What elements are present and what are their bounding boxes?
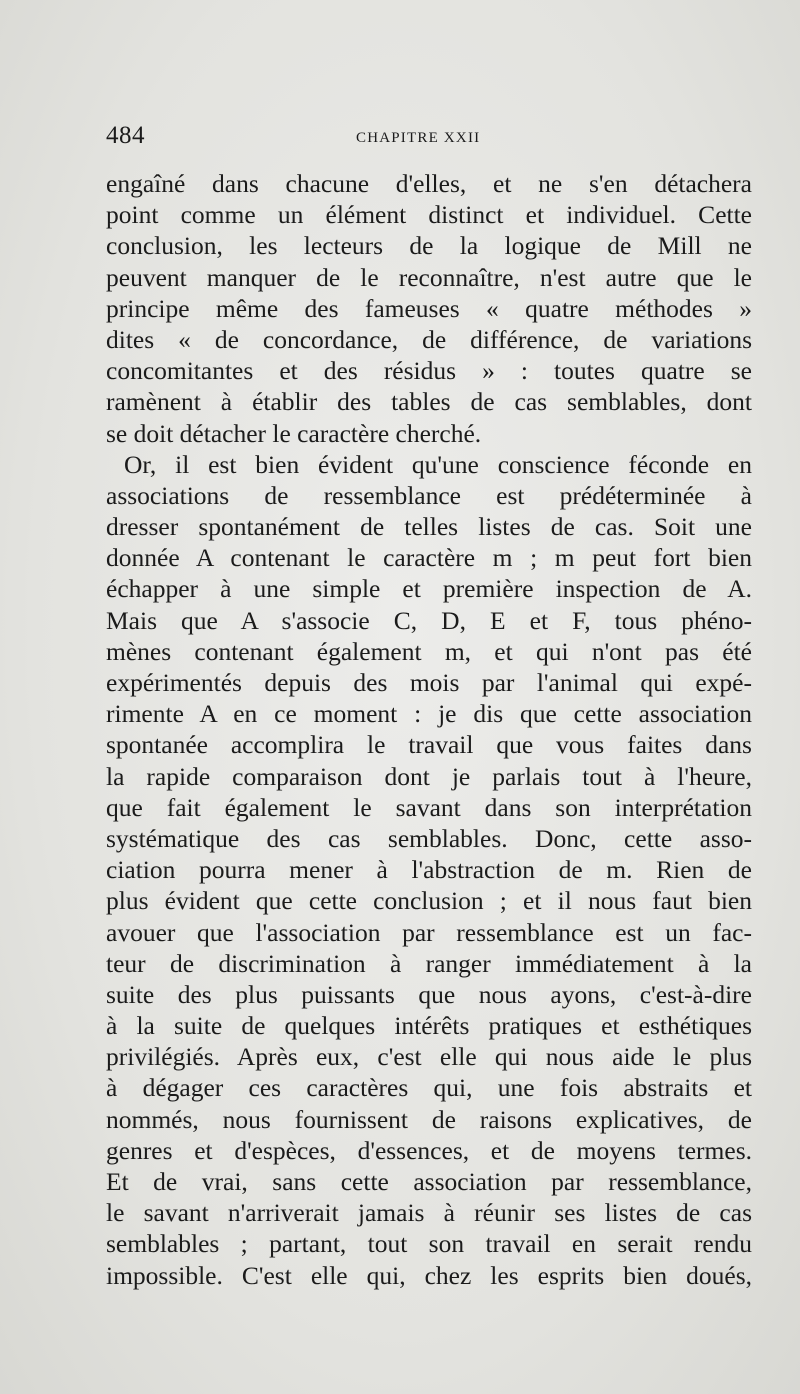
text-line: la rapide comparaison dont je parlais tout à l'heure, <box>106 761 752 791</box>
text-line: à la suite de quelques intérêts pratiques et esthétiques <box>106 1011 752 1041</box>
text-line: plus évident que cette conclusion ; et il nous faut bien <box>106 886 752 916</box>
text-line: point comme un élément distinct et individuel. Cette <box>106 200 752 230</box>
page-number: 484 <box>106 122 145 149</box>
text-line: que fait également le savant dans son interprétation <box>106 792 752 822</box>
text-line: ramènent à établir des tables de cas semblables, dont <box>106 387 752 417</box>
text-line: donnée A contenant le caractère m ; m peut fort bien <box>106 543 752 573</box>
text-line: Or, il est bien évident qu'une conscience féconde en <box>124 449 752 479</box>
text-line: suite des plus puissants que nous ayons, c'est-à-dire <box>106 979 752 1009</box>
text-line: principe même des fameuses « quatre méthodes » <box>106 293 752 323</box>
page-header <box>106 122 754 152</box>
text-line: peuvent manquer de le reconnaître, n'est autre que le <box>106 262 752 292</box>
text-line: genres et d'espèces, d'essences, et de moyens termes. <box>106 1135 752 1165</box>
text-line: dresser spontanément de telles listes de cas. Soit une <box>106 512 752 542</box>
text-line: associations de ressemblance est prédéterminée à <box>106 480 752 510</box>
text-line: systématique des cas semblables. Donc, cette asso- <box>106 823 752 853</box>
text-line: mènes contenant également m, et qui n'ont pas été <box>106 636 752 666</box>
text-line: privilégiés. Après eux, c'est elle qui nous aide le plus <box>106 1042 752 1072</box>
text-line: semblables ; partant, tout son travail en serait rendu <box>106 1229 752 1259</box>
text-line: expérimentés depuis des mois par l'animal qui expé- <box>106 668 752 697</box>
running-head: CHAPITRE XXII <box>356 130 481 146</box>
text-line: dites « de concordance, de différence, de variations <box>106 324 752 354</box>
text-line: le savant n'arriverait jamais à réunir ses listes de cas <box>106 1198 752 1228</box>
text-line: à dégager ces caractères qui, une fois abstraits et <box>106 1073 752 1103</box>
text-line: avouer que l'association par ressemblance est un fac- <box>106 917 752 947</box>
text-line: rimente A en ce moment : je dis que cette association <box>106 699 752 729</box>
body-text <box>106 168 752 1291</box>
text-line: impossible. C'est elle qui, chez les esprits bien doués, <box>106 1260 752 1290</box>
text-line: concomitantes et des résidus » : toutes quatre se <box>106 356 752 386</box>
text-line: Et de vrai, sans cette association par ressemblance, <box>106 1167 752 1196</box>
text-line: Mais que A s'associe C, D, E et F, tous phéno- <box>106 605 752 635</box>
text-line: ciation pourra mener à l'abstraction de m. Rien de <box>106 855 752 885</box>
text-line: se doit détacher le caractère cherché. <box>106 418 482 448</box>
text-line: nommés, nous fournissent de raisons explicatives, de <box>106 1104 752 1134</box>
text-line: échapper à une simple et première inspection de A. <box>106 574 752 604</box>
text-line: conclusion, les lecteurs de la logique de Mill ne <box>106 231 752 261</box>
text-line: engaîné dans chacune d'elles, et ne s'en détachera <box>106 169 752 198</box>
text-line: spontanée accomplira le travail que vous faites dans <box>106 730 752 760</box>
text-line: teur de discrimination à ranger immédiatement à la <box>106 948 752 978</box>
